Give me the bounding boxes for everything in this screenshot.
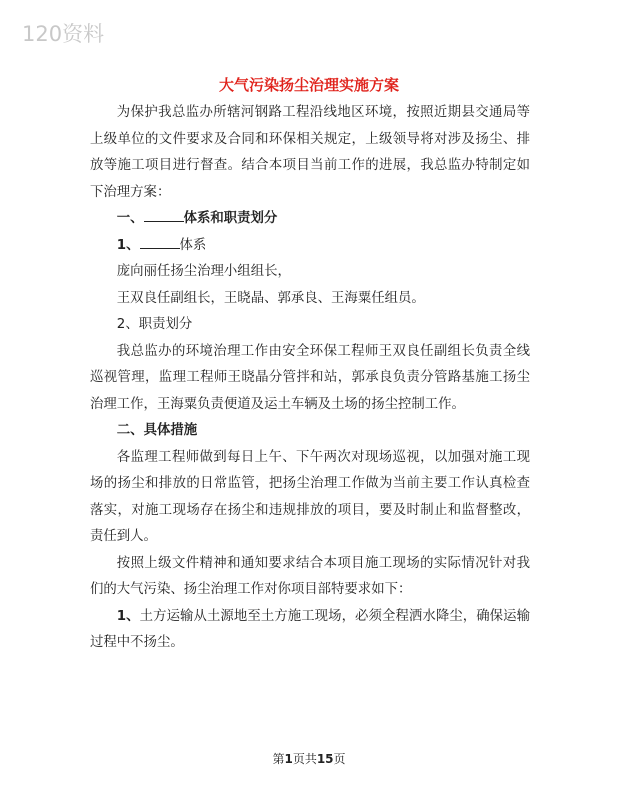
- footer-post: 页: [333, 752, 346, 766]
- footer-page-number: 1: [284, 752, 293, 766]
- blank-underline: [144, 209, 184, 222]
- measure-item-1: [90, 604, 530, 657]
- page-footer: [0, 750, 618, 767]
- subsection-1-prefix: 1、: [116, 237, 140, 253]
- document-body: [90, 100, 530, 657]
- section-2-heading: 二、具体措施: [116, 423, 198, 438]
- subsection-1-heading: [90, 233, 530, 260]
- subsection-1-suffix: 体系: [179, 237, 207, 253]
- subsection-2-heading: 2、职责划分: [116, 317, 193, 332]
- footer-total-pages: 15: [316, 752, 334, 766]
- section-1-suffix: 体系和职责划分: [183, 211, 278, 226]
- item-number: 1、: [116, 608, 140, 624]
- intro-paragraph: 为保护我总监办所辖河钢路工程沿线地区环境，按照近期县交通局等上级单位的文件要求及合同和环保相关规定，上级领导将对涉及扬尘、排放等施工项目进行督查。结合本项目当前工作的进展，我总监办特制定如下治理方案：: [90, 105, 530, 200]
- members-line: 王双良任副组长，王晓晶、郭承良、王海粟任组员。: [116, 290, 425, 306]
- duties-paragraph: 我总监办的环境治理工作由安全环保工程师王双良任副组长负责全线巡视管理，监理工程师王晓晶分管拌和站，郭承良负责分管路基施工扬尘治理工作，王海粟负责便道及运土车辆及土场的扬尘控制工作。: [90, 343, 530, 412]
- measures-paragraph-2: 按照上级文件精神和通知要求结合本项目施工现场的实际情况针对我们的大气污染、扬尘治理工作对你项目部特要求如下：: [90, 555, 530, 597]
- document-title: 大气污染扬尘治理实施方案: [218, 76, 399, 94]
- section-1-prefix: 一、: [116, 211, 144, 226]
- leader-line: 庞向丽任扬尘治理小组组长，: [116, 264, 291, 279]
- section-1-heading: [90, 206, 530, 233]
- footer-mid: 页共: [292, 752, 317, 766]
- watermark: 120资料: [22, 22, 105, 46]
- blank-underline: [140, 236, 180, 249]
- measures-paragraph-1: 各监理工程师做到每日上午、下午两次对现场巡视，以加强对施工现场的扬尘和排放的日常监管，把扬尘治理工作做为当前主要工作认真检查落实，对施工现场存在扬尘和违规排放的项目，要及时制止和监督整改，责任到人。: [90, 449, 530, 544]
- footer-pre: 第: [272, 752, 285, 766]
- item-text: 土方运输从土源地至土方施工现场，必须全程洒水降尘，确保运输过程中不扬尘。: [90, 608, 530, 650]
